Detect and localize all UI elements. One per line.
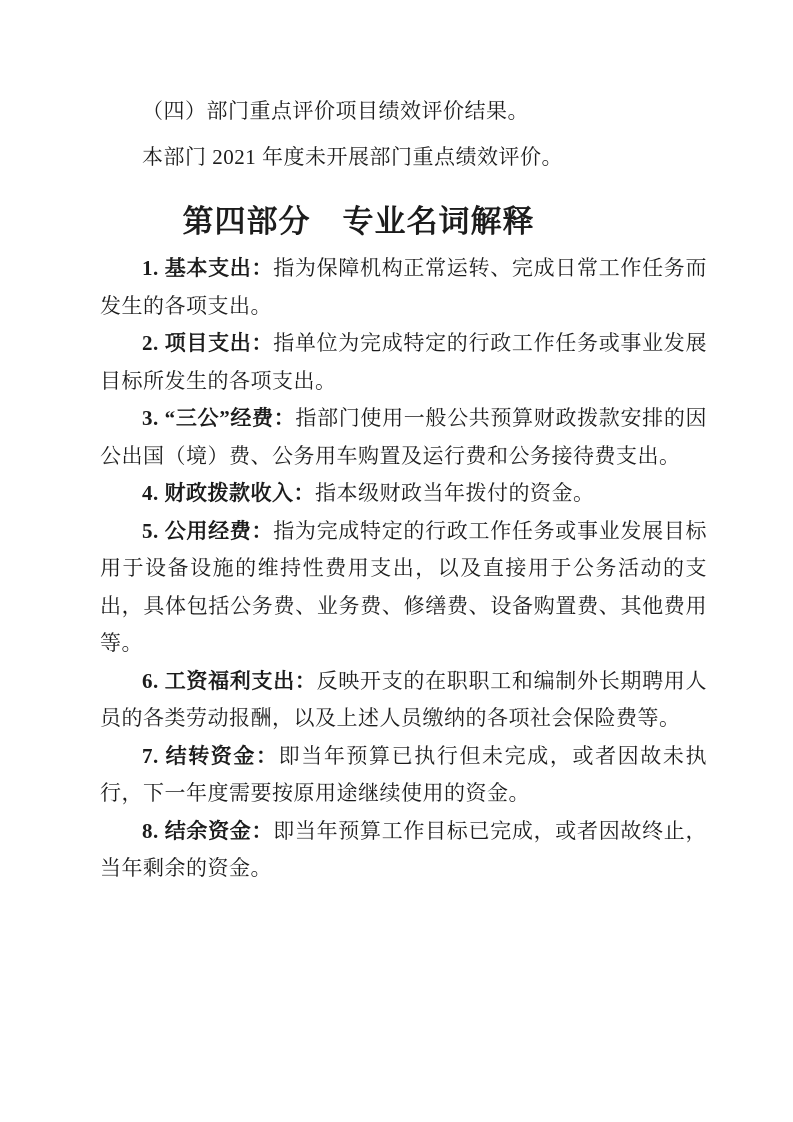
term-paragraph-carryover-funds [100, 738, 707, 813]
paragraph-section4-evaluation-result: （四）部门重点评价项目绩效评价结果。 [142, 99, 529, 123]
term-definition: 指为保障机构正常运转、完成日常工作任务而发生的各项支出。 [100, 256, 708, 318]
term-label: 3. “三公”经费： [142, 406, 296, 430]
term-paragraph-public-funds [100, 513, 707, 663]
term-paragraph-surplus-funds [100, 813, 707, 888]
term-label: 7. 结转资金： [142, 743, 279, 768]
term-paragraph-project-expenditure [100, 325, 707, 400]
term-definition-list [100, 250, 707, 888]
term-definition: 即当年预算工作目标已完成，或者因故终止，当年剩余的资金。 [100, 818, 708, 880]
section-heading-part4-terminology: 第四部分 专业名词解释 [182, 204, 535, 239]
term-definition: 指部门使用一般公共预算财政拨款安排的因公出国（境）费、公务用车购置及运行费和公务接待费支出。 [100, 406, 708, 468]
term-paragraph-three-public-funds [100, 400, 707, 475]
term-definition: 指单位为完成特定的行政工作任务或事业发展目标所发生的各项支出。 [100, 331, 708, 393]
term-definition: 反映开支的在职职工和编制外长期聘用人员的各类劳动报酬，以及上述人员缴纳的各项社会保险费等。 [100, 668, 708, 730]
term-paragraph-wage-welfare-expenditure [100, 663, 707, 738]
term-label: 8. 结余资金： [142, 818, 274, 843]
term-paragraph-fiscal-appropriation-income [100, 475, 707, 513]
term-paragraph-basic-expenditure [100, 250, 707, 325]
term-definition: 即当年预算已执行但未完成，或者因故未执行，下一年度需要按原用途继续使用的资金。 [100, 743, 707, 805]
term-definition: 指为完成特定的行政工作任务或事业发展目标用于设备设施的维持性费用支出，以及直接用于公务活动的支出，具体包括公务费、业务费、修缮费、设备购置费、其他费用等。 [100, 518, 708, 655]
term-definition: 指本级财政当年拨付的资金。 [315, 481, 595, 505]
term-label: 6. 工资福利支出： [142, 668, 317, 693]
paragraph-no-key-evaluation-2021: 本部门 2021 年度未开展部门重点绩效评价。 [142, 145, 563, 169]
term-label: 2. 项目支出： [142, 331, 274, 355]
term-label: 1. 基本支出： [142, 256, 274, 280]
term-label: 5. 公用经费： [142, 518, 274, 543]
term-label: 4. 财政拨款收入： [142, 481, 315, 505]
page-content [100, 96, 707, 888]
